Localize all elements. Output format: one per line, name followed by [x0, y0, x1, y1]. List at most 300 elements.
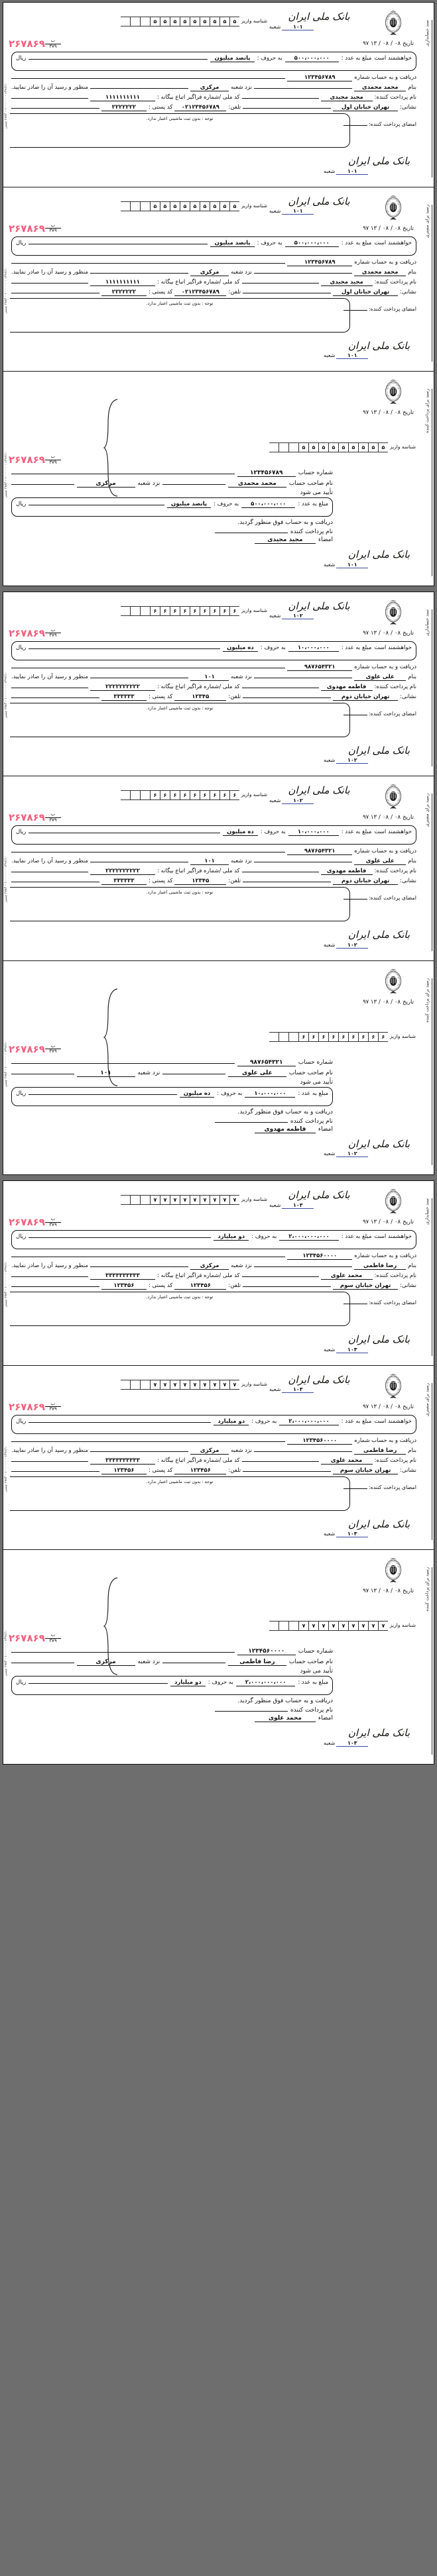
credit-account-label: دریافت و به حساب شماره: [354, 848, 416, 854]
deposit-id-cell[interactable]: ۷: [180, 1380, 190, 1389]
national-id-fill: [11, 278, 88, 283]
payer-name-fill: [242, 1271, 319, 1277]
date-day: ۰۸: [394, 1219, 401, 1225]
account-holder-value: علی علوی: [228, 1070, 286, 1077]
deposit-id-label: شناسه واریز: [241, 792, 267, 798]
deposit-id-cell[interactable]: ۵: [219, 17, 229, 26]
deposit-id-cell[interactable]: ۵: [328, 443, 338, 452]
deposit-id-cell[interactable]: ۵: [358, 443, 368, 452]
payer-name-label: نام پرداخت کننده: [290, 529, 333, 535]
payer-name-underline[interactable]: [215, 1117, 288, 1123]
deposit-id-cell[interactable]: ۶: [219, 607, 229, 615]
deposit-id-cell[interactable]: ۶: [170, 791, 180, 799]
deposit-id-cell[interactable]: ۵: [229, 17, 239, 26]
date-field: [300, 409, 418, 416]
phone-label: تلفن:: [228, 1282, 241, 1289]
payer-signature-line[interactable]: [343, 1483, 416, 1490]
serial-fraction: [45, 1044, 61, 1055]
deposit-id-boxes[interactable]: [121, 606, 239, 616]
deposit-id-cell[interactable]: ۶: [160, 607, 170, 615]
fraction-numerator: ب: [50, 1632, 56, 1638]
note-signature-band: [10, 113, 416, 150]
deposit-id-cell[interactable]: ۵: [170, 17, 180, 26]
branch-name-fill: [90, 1261, 188, 1267]
deposit-id-cell[interactable]: [121, 202, 130, 211]
deposit-id-cell[interactable]: ۵: [170, 202, 180, 211]
date-year: ۱۳ ۹۷: [363, 40, 377, 47]
serial-number: ۲۶۷۸۶۹: [9, 38, 45, 50]
deposit-id-cell[interactable]: ۶: [358, 1033, 368, 1041]
deposit-id-cell[interactable]: ۵: [160, 202, 170, 211]
deposit-id-cell[interactable]: [140, 791, 150, 799]
date-day: ۰۸: [394, 1403, 401, 1410]
amount-digits-value: ۵۰۰،۰۰۰،۰۰۰: [285, 55, 339, 62]
account-number-fill: [11, 847, 285, 852]
deposit-id-cell[interactable]: ۷: [358, 1622, 368, 1630]
account-number-fill: [11, 1436, 285, 1442]
deposit-id-boxes[interactable]: [269, 442, 388, 452]
deposit-id-field: [9, 1370, 269, 1390]
receipt-gap-1: [5, 419, 432, 433]
note-signature-band: [10, 298, 416, 335]
amount-fill-line: [29, 1678, 168, 1684]
payer-signature-underline[interactable]: [343, 709, 367, 715]
payer-signature-line[interactable]: [343, 120, 416, 127]
amount-fill-line: [29, 238, 208, 244]
deposit-id-cell[interactable]: ۷: [200, 1196, 210, 1204]
iran-emblem-icon: [382, 378, 405, 405]
account-holder-value: رضا فاطمی: [354, 1447, 406, 1455]
date-label: تاریخ: [403, 40, 414, 47]
date-field: [300, 40, 418, 47]
deposit-id-cell[interactable]: [130, 1380, 140, 1389]
deposit-id-cell[interactable]: ۵: [229, 202, 239, 211]
account-number-fill: [11, 258, 285, 264]
payer-signature-line[interactable]: [343, 1298, 416, 1306]
payer-name-label: نام پرداخت کننده:: [374, 1272, 416, 1279]
deposit-id-cell[interactable]: [140, 17, 150, 26]
iran-emblem-icon: [382, 193, 405, 221]
edge-serial-text: ۱۳۹۶/۱۰ - ۱۰۰۰۰۰۰ - ۶۷۸۴ چمنی: [4, 1629, 8, 1676]
branch-code-value: ۱۰۳: [282, 1202, 314, 1209]
payer-name-fill: [242, 278, 319, 283]
deposit-id-cell[interactable]: ۷: [160, 1196, 170, 1204]
machine-note-box: [10, 113, 350, 148]
machine-note-text: توجه : بدون ثبت ماشینی اعتبار ندارد.: [146, 890, 214, 895]
date-label: تاریخ: [403, 409, 414, 416]
deposit-id-cell[interactable]: ۷: [378, 1622, 388, 1630]
deposit-slip-payer-receipt: [3, 1550, 434, 1764]
deposit-id-cell[interactable]: ۶: [200, 607, 210, 615]
note-signature-band: [10, 1476, 416, 1514]
date-year: ۱۳ ۹۷: [363, 814, 377, 821]
deposit-id-row: [5, 1611, 432, 1631]
deposit-id-cell[interactable]: ۷: [190, 1380, 200, 1389]
date-serial-row: [5, 626, 432, 640]
deposit-id-cell[interactable]: ۶: [180, 791, 190, 799]
signature-value: محمد علوی: [255, 1715, 316, 1722]
amount-digits-value: ۲،۰۰۰،۰۰۰،۰۰۰: [279, 1233, 339, 1241]
deposit-id-label: شناسه واریز: [241, 607, 267, 613]
data-line: [5, 72, 432, 81]
deposit-id-cell[interactable]: ۵: [318, 443, 328, 452]
postal-code-label: کد پستی :: [148, 288, 173, 295]
deposit-id-cell[interactable]: [121, 607, 130, 615]
deposit-slip-customer: [3, 776, 434, 961]
national-id-label: کد ملی /شماره فراگیر اتباع بیگانه :: [157, 1457, 240, 1464]
bank-brand: [269, 7, 369, 30]
issue-receipt-label: منظور و رسید آن را صادر نمایید.: [11, 1447, 88, 1454]
deposit-id-cell[interactable]: ۶: [180, 607, 190, 615]
iran-emblem-icon: [382, 1372, 405, 1400]
deposit-id-cell[interactable]: [130, 202, 140, 211]
date-day: ۰۸: [394, 225, 401, 232]
deposit-id-cell[interactable]: ۵: [180, 17, 190, 26]
footer-branch-label: شعبه: [324, 352, 336, 358]
edge-serial-text: ۱۳۹۶/۱۰ - ۱۰۰۰۰۰۰ - ۶۷۸۴ چمنی: [4, 1261, 8, 1308]
deposit-id-cell[interactable]: ۷: [348, 1622, 358, 1630]
amount-words-value: دو میلیارد: [214, 1418, 249, 1425]
deposit-id-boxes[interactable]: [121, 1380, 239, 1390]
deposit-id-cell[interactable]: [140, 607, 150, 615]
scanned-sheet: [3, 592, 434, 1176]
deposit-id-cell[interactable]: ۵: [210, 17, 219, 26]
copy-type-strip: [422, 1567, 432, 1755]
deposit-id-cell[interactable]: [140, 1380, 150, 1389]
branch-label: شعبه: [269, 613, 281, 619]
deposit-id-cell[interactable]: [279, 1622, 288, 1630]
payer-signature-line[interactable]: [343, 709, 416, 717]
deposit-id-cell[interactable]: ۷: [229, 1196, 239, 1204]
deposit-id-cell[interactable]: [130, 791, 140, 799]
branch-name-fill: [90, 268, 188, 274]
deposit-id-cell[interactable]: ۶: [160, 791, 170, 799]
deposit-id-cell[interactable]: ۷: [298, 1622, 308, 1630]
date-day: ۰۸: [394, 998, 401, 1005]
deposit-id-cell[interactable]: [130, 607, 140, 615]
branch-field: [269, 208, 369, 215]
deposit-id-cell[interactable]: ۶: [210, 791, 219, 799]
account-holder-fill: [254, 83, 352, 89]
address-value: تهران خیابان اول: [333, 104, 398, 111]
payer-signature-underline[interactable]: [343, 1298, 367, 1304]
issue-receipt-label: منظور و رسید آن را صادر نمایید.: [11, 858, 88, 864]
at-branch-label: نزد شعبه: [231, 1447, 252, 1454]
deposit-id-cell[interactable]: [269, 1033, 279, 1041]
deposit-id-cell[interactable]: ۵: [338, 443, 348, 452]
date-sep-2: /: [379, 814, 381, 821]
date-sep-2: /: [379, 1403, 381, 1410]
iran-emblem-icon: [382, 1556, 405, 1584]
serial-fraction: [45, 454, 61, 465]
deposit-id-cell[interactable]: ۶: [229, 607, 239, 615]
date-month: ۰۸: [382, 409, 389, 416]
national-id-label: کد ملی /شماره فراگیر اتباع بیگانه :: [157, 683, 240, 690]
deposit-id-cell[interactable]: [130, 17, 140, 26]
deposit-id-cell[interactable]: [121, 1380, 130, 1389]
postal-code-fill: [11, 692, 99, 698]
national-id-value: ۳۳۳۳۳۳۳۳۳۳: [90, 1457, 155, 1465]
payer-signature-line[interactable]: [343, 894, 416, 901]
deposit-id-cell[interactable]: ۷: [328, 1622, 338, 1630]
copy-type-strip: [422, 389, 432, 576]
payer-signature-underline[interactable]: [343, 894, 367, 900]
copy-type-strip: [422, 978, 432, 1166]
deposit-id-cell[interactable]: ۷: [368, 1622, 378, 1630]
address-fill: [243, 103, 331, 109]
deposit-id-cell[interactable]: ۶: [229, 791, 239, 799]
bank-brand: [269, 1370, 369, 1394]
payer-name-label: نام پرداخت کننده:: [374, 94, 416, 101]
deposit-id-cell[interactable]: ۷: [338, 1622, 348, 1630]
deposit-id-cell[interactable]: [269, 1622, 279, 1630]
deposit-id-boxes[interactable]: [121, 790, 239, 800]
date-field: [300, 225, 418, 232]
deposit-id-cell[interactable]: ۶: [348, 1033, 358, 1041]
slip-header: [5, 1184, 432, 1215]
payer-signature-underline[interactable]: [343, 120, 367, 126]
deposit-id-cell[interactable]: ۶: [190, 607, 200, 615]
amount-pill: [11, 641, 416, 660]
deposit-id-cell[interactable]: ۶: [210, 607, 219, 615]
deposit-id-cell[interactable]: [288, 1033, 298, 1041]
deposit-id-cell[interactable]: ۷: [210, 1196, 219, 1204]
serial-group: [9, 223, 66, 234]
deposit-id-cell[interactable]: ۶: [308, 1033, 318, 1041]
date-label: تاریخ: [403, 225, 414, 232]
deposit-id-cell[interactable]: [140, 1196, 150, 1204]
account-no-label: شماره حساب: [298, 1058, 333, 1066]
deposit-id-cell[interactable]: ۷: [200, 1380, 210, 1389]
deposit-id-cell[interactable]: ۵: [200, 17, 210, 26]
deposit-id-cell[interactable]: ۶: [200, 791, 210, 799]
deposit-id-cell[interactable]: ۶: [368, 1033, 378, 1041]
confirmed-label: تأیید می شود: [300, 1078, 333, 1086]
payer-signature-line[interactable]: [343, 305, 416, 312]
amount-digits-value: ۵۰۰،۰۰۰،۰۰۰: [285, 240, 339, 247]
deposit-id-cell[interactable]: ۷: [190, 1196, 200, 1204]
deposit-id-cell[interactable]: ۵: [180, 202, 190, 211]
payer-signature-label: امضای پرداخت کننده:: [368, 710, 416, 717]
deposit-id-cell[interactable]: ۷: [219, 1196, 229, 1204]
deposit-slip-customer: [3, 187, 434, 372]
receipt-gap-1: [5, 1598, 432, 1611]
data-line: [5, 1465, 432, 1474]
deposit-id-cell[interactable]: ۶: [190, 791, 200, 799]
serial-group: [9, 811, 66, 823]
deposit-id-cell[interactable]: ۶: [219, 791, 229, 799]
deposit-id-cell[interactable]: ۷: [229, 1380, 239, 1389]
amount-words-value: ده میلیون: [223, 644, 258, 652]
deposit-id-cell[interactable]: [121, 791, 130, 799]
deposit-id-boxes[interactable]: [269, 1032, 388, 1042]
copy-type-label: سند حسابداری: [424, 609, 430, 636]
deposit-id-cell[interactable]: ۵: [308, 443, 318, 452]
postal-code-label: کد پستی :: [148, 693, 173, 700]
deposit-id-cell[interactable]: ۷: [219, 1380, 229, 1389]
amount-digits-label: مبلغ به عدد :: [341, 644, 372, 651]
amount-digits-label: مبلغ به عدد :: [298, 1679, 328, 1686]
signature-label: امضاء: [318, 537, 333, 543]
deposit-id-cell[interactable]: ۵: [150, 202, 160, 211]
account-holder-value: محمد محمدی: [228, 480, 286, 488]
machine-note-box: [10, 887, 350, 921]
payer-name-line: [5, 1704, 432, 1714]
date-label: تاریخ: [403, 1588, 414, 1594]
date-sep-1: /: [391, 629, 393, 637]
date-sep-1: /: [391, 40, 393, 47]
data-line: [5, 1435, 432, 1445]
amount-words-label: به حروف :: [214, 501, 239, 507]
deposit-id-cell[interactable]: [121, 17, 130, 26]
deposit-id-cell[interactable]: ۶: [170, 607, 180, 615]
deposit-id-cell[interactable]: ۵: [190, 17, 200, 26]
address-fill: [243, 1466, 331, 1472]
signature-label: امضاء: [318, 1125, 333, 1133]
deposit-id-cell[interactable]: ۵: [150, 17, 160, 26]
deposit-id-boxes[interactable]: [121, 201, 239, 211]
fraction-numerator: ب: [50, 1400, 56, 1406]
deposit-id-cell[interactable]: ۶: [298, 1033, 308, 1041]
deposit-id-cell[interactable]: ۵: [298, 443, 308, 452]
deposit-id-cell[interactable]: ۷: [180, 1196, 190, 1204]
receipt-footer-brand: [324, 549, 410, 568]
payer-name-value: محمد علوی: [321, 1457, 373, 1465]
deposit-slip-accounting: [3, 592, 434, 777]
date-label: تاریخ: [403, 998, 414, 1005]
date-day: ۰۸: [394, 40, 401, 47]
deposit-id-cell[interactable]: [288, 1622, 298, 1630]
phone-label: تلفن:: [228, 878, 241, 884]
rial-label: ریال: [16, 1233, 27, 1240]
at-branch-label: نزد شعبه: [231, 858, 252, 864]
deposit-id-cell[interactable]: [279, 1033, 288, 1041]
amount-words-label: به حروف :: [208, 1679, 233, 1686]
deposit-id-cell[interactable]: ۵: [219, 202, 229, 211]
deposit-id-cell[interactable]: ۶: [318, 1033, 328, 1041]
deposit-id-cell[interactable]: ۷: [150, 1196, 160, 1204]
footer-bank-name: بانک ملی ایران: [347, 1333, 410, 1345]
deposit-id-cell[interactable]: ۷: [318, 1622, 328, 1630]
footer-branch-code: ۱۰۳: [336, 1740, 368, 1747]
deposit-id-cell[interactable]: [121, 1196, 130, 1204]
account-no-label: شماره حساب: [298, 1648, 333, 1655]
deposit-id-cell[interactable]: ۷: [308, 1622, 318, 1630]
note-signature-band: [10, 887, 416, 924]
deposit-id-cell[interactable]: ۶: [328, 1033, 338, 1041]
footer-bank-name: بانک ملی ایران: [347, 929, 410, 941]
deposit-id-field: [9, 597, 269, 616]
phone-value: ۱۲۳۴۵: [174, 694, 226, 701]
deposit-id-cell[interactable]: ۵: [368, 443, 378, 452]
deposit-id-cell[interactable]: ۵: [190, 202, 200, 211]
serial-row: [5, 1042, 432, 1056]
date-serial-row: [5, 810, 432, 824]
deposit-id-cell[interactable]: ۵: [348, 443, 358, 452]
deposit-id-cell[interactable]: ۷: [170, 1380, 180, 1389]
serial-number: ۲۶۷۸۶۹: [9, 1043, 45, 1055]
deposit-id-cell[interactable]: [130, 1196, 140, 1204]
deposit-id-cell[interactable]: ۷: [150, 1380, 160, 1389]
header-spacer: [9, 966, 269, 975]
amount-words-value: پانصد میلیون: [210, 240, 254, 247]
amount-digits-label: مبلغ به عدد :: [341, 239, 372, 246]
serial-number: ۲۶۷۸۶۹: [9, 811, 45, 823]
signature-value: مجید مجیدی: [255, 537, 316, 544]
deposit-id-cell[interactable]: ۵: [160, 17, 170, 26]
account-number-line: [5, 1056, 432, 1066]
footer-bank-name: بانک ملی ایران: [347, 744, 410, 756]
deposit-id-cell[interactable]: ۶: [150, 607, 160, 615]
slip-bottom-spacer: [5, 1159, 432, 1172]
serial-number: ۲۶۷۸۶۹: [9, 222, 45, 234]
date-serial-row: [5, 995, 432, 1009]
deposit-id-boxes[interactable]: [121, 1195, 239, 1205]
deposit-id-cell[interactable]: ۵: [378, 443, 388, 452]
address-fill: [243, 692, 331, 698]
account-holder-value: علی علوی: [354, 674, 406, 681]
payer-name-value: فاطمه مهدوی: [321, 684, 373, 691]
fraction-numerator: ب: [50, 1216, 56, 1222]
footer-bank-name: بانک ملی ایران: [347, 1518, 410, 1530]
scanned-sheet: [3, 2, 434, 586]
date-sep-2: /: [379, 40, 381, 47]
amount-fill-line: [29, 1089, 176, 1095]
note-signature-band: [10, 703, 416, 740]
payer-signature-underline[interactable]: [343, 1483, 367, 1489]
edge-serial-text: ۱۳۹۶/۱۰ - ۱۰۰۰۰۰۰ - ۶۷۸۴ چمنی: [4, 856, 8, 903]
address-label: نشانی:: [400, 878, 416, 884]
deposit-id-cell[interactable]: [140, 202, 150, 211]
footer-bank-brand: [324, 340, 410, 360]
deposit-id-boxes[interactable]: [269, 1621, 388, 1631]
branch-name-fill: [11, 1657, 74, 1663]
account-holder-value: محمد محمدی: [354, 269, 406, 276]
data-line: [5, 661, 432, 671]
deposit-id-label: شناسه واریز: [389, 1033, 416, 1039]
address-value: تهران خیابان دوم: [333, 694, 398, 701]
signature-label: امضاء: [318, 1715, 333, 1722]
machine-note-box: [10, 703, 350, 737]
deposit-id-cell[interactable]: [288, 443, 298, 452]
deposit-id-cell[interactable]: ۷: [210, 1380, 219, 1389]
payer-name-line: [5, 1115, 432, 1125]
deposit-id-cell[interactable]: ۵: [210, 202, 219, 211]
postal-code-label: کد پستی :: [148, 1282, 173, 1289]
deposit-id-cell[interactable]: ۵: [200, 202, 210, 211]
footer-branch-label: شعبه: [324, 1739, 336, 1746]
deposit-id-cell[interactable]: ۷: [160, 1380, 170, 1389]
deposit-id-cell[interactable]: ۶: [338, 1033, 348, 1041]
deposit-id-cell[interactable]: ۷: [170, 1196, 180, 1204]
deposit-id-cell[interactable]: ۶: [150, 791, 160, 799]
payer-name-underline[interactable]: [215, 1706, 288, 1712]
payer-name-underline[interactable]: [215, 527, 288, 533]
deposit-id-boxes[interactable]: [121, 17, 239, 26]
phone-label: تلفن:: [228, 1467, 241, 1474]
branch-name-fill: [90, 856, 188, 862]
issue-receipt-label: منظور و رسید آن را صادر نمایید.: [11, 1262, 88, 1269]
branch-code-value: ۱۰۲: [282, 798, 314, 804]
account-holder-label: نام صاحب حساب: [288, 1659, 333, 1665]
deposit-id-label: شناسه واریز: [389, 444, 416, 450]
payer-signature-underline[interactable]: [343, 305, 367, 311]
deposit-id-cell[interactable]: [269, 443, 279, 452]
deposit-id-cell[interactable]: [279, 443, 288, 452]
footer-branch-label: شعبه: [324, 1151, 336, 1157]
deposit-id-cell[interactable]: ۶: [378, 1033, 388, 1041]
at-branch-label: نزد شعبه: [231, 84, 252, 91]
